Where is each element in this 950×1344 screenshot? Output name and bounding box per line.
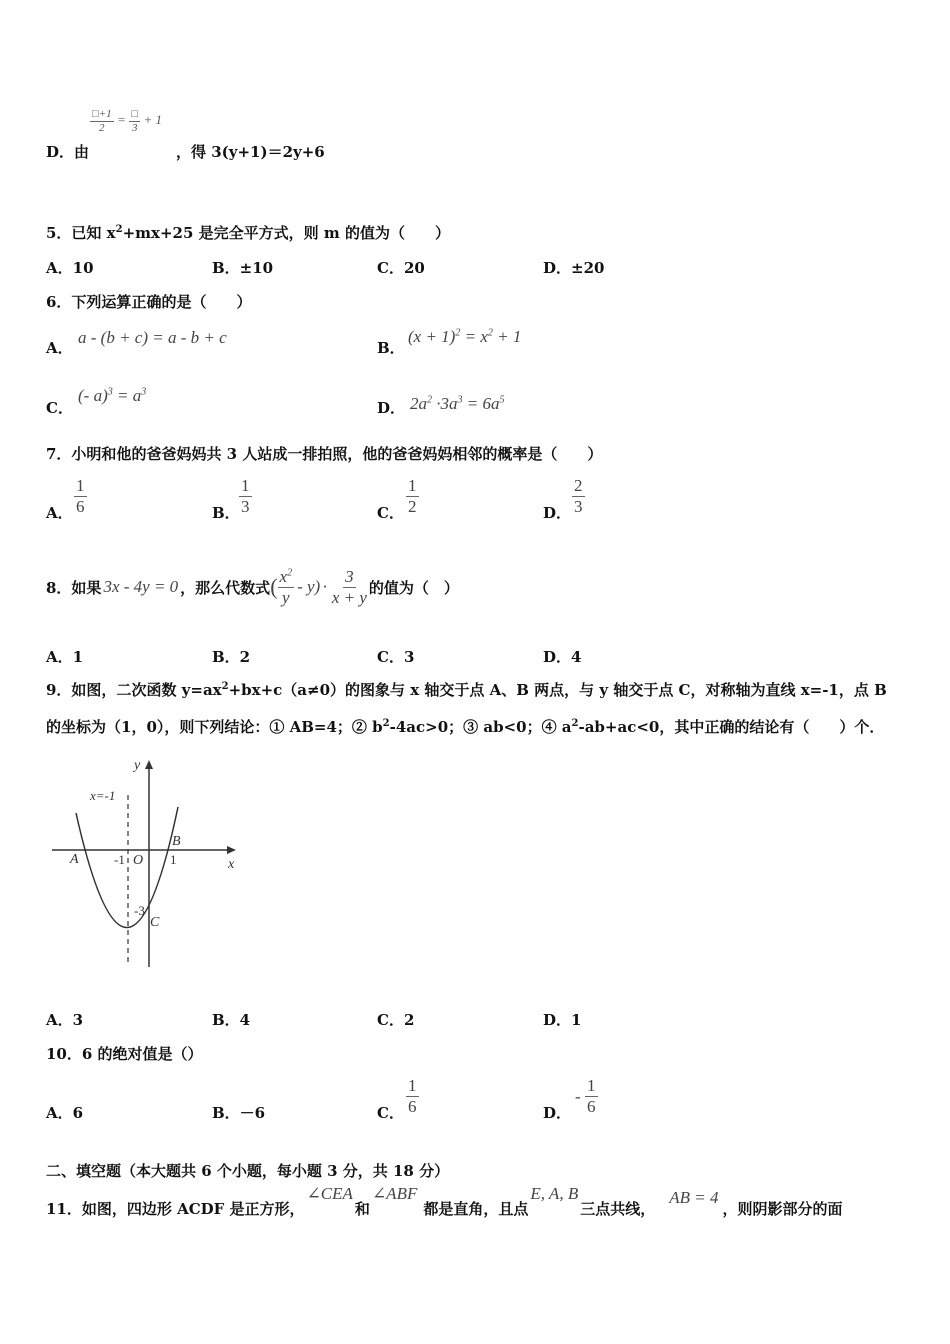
q6-option-c-label: C． — [46, 399, 73, 417]
q10-option-d-minus: - — [575, 1087, 581, 1106]
origin-label: O — [133, 853, 144, 868]
q9-stem-line2: 的坐标为（1，0），则下列结论：① AB=4；② $b^2-4ac>0$；③ ab<0；④ $a^2-ab+ac<0$，其中正确的结论有（ ）个． — [46, 718, 885, 736]
eq-right-denominator: 3 — [131, 121, 138, 134]
x-axis-label: x — [228, 857, 235, 872]
parabola-curve — [76, 807, 178, 928]
q5-option-d: D．±20 — [543, 259, 605, 277]
q6-option-d-expr: $2a^2 \cdot 3a^3 = 6a^5$ — [410, 394, 505, 413]
q9-option-c: C．2 — [377, 1011, 415, 1029]
q11-stem: 11．如图，四边形 ACDF 是正方形， ∠CEA 和 ∠ABF 都是直角，且点 E, A, B 三点共线， AB = 4 ，则阴影部分的面 — [46, 1184, 843, 1218]
q10-option-a: A．6 — [46, 1104, 84, 1122]
tick-1-label: 1 — [170, 852, 177, 867]
q10-option-d-frac: $\frac{1}{6}$ — [587, 1076, 596, 1116]
q11-angle-abf: ∠ABF — [371, 1184, 418, 1203]
q7-option-a-label: A． — [46, 504, 73, 522]
q6-stem: 6．下列运算正确的是（ ） — [46, 293, 252, 311]
q6-option-b-expr: $(x + 1)^2 = x^2 + 1$ — [408, 327, 522, 346]
q7-option-b-frac: $\frac{1}{3}$ — [241, 476, 250, 516]
q7-option-a-frac: $\frac{1}{6}$ — [76, 476, 85, 516]
q5-stem: 5．已知 $x^2+mx+25$ 是完全平方式，则 m 的值为（ ） — [46, 224, 450, 242]
section-2-title: 二、填空题（本大题共 6 个小题，每小题 3 分，共 18 分） — [46, 1162, 450, 1180]
y-axis-arrow — [145, 760, 153, 769]
q5-option-a: A．10 — [46, 259, 94, 277]
q6-option-c-expr: (- $a)^3 = a^3$ — [78, 386, 147, 405]
q9-parabola-graph — [46, 755, 246, 975]
q8-option-a: A．1 — [46, 648, 84, 666]
eq-left-denominator: 2 — [99, 121, 105, 134]
q11-points-eab: E, A, B — [530, 1184, 579, 1203]
q4-option-d-text: ，得 3(y+1)＝2y+6 — [176, 143, 325, 161]
q7-stem: 7．小明和他的爸爸妈妈共 3 人站成一排拍照，他的爸爸妈妈相邻的概率是（ ） — [46, 445, 603, 463]
q8-option-d: D．4 — [543, 648, 582, 666]
eq-plus-one: + 1 — [143, 112, 163, 128]
q8-option-b: B．2 — [212, 648, 251, 666]
q7-option-c-frac: $\frac{1}{2}$ — [408, 476, 417, 516]
q6-option-b-label: B． — [377, 339, 405, 357]
point-c-label: C — [150, 915, 160, 930]
eq-equals: = — [117, 112, 126, 128]
y-axis-label: y — [134, 758, 141, 773]
q7-option-d-frac: $\frac{2}{3}$ — [574, 476, 583, 516]
tick-neg3-label: -3 — [134, 903, 145, 918]
symmetry-axis-label: x=-1 — [90, 788, 116, 803]
q5-option-c: C．20 — [377, 259, 425, 277]
q9-option-a: A．3 — [46, 1011, 84, 1029]
q7-option-b-label: B． — [212, 504, 240, 522]
q6-option-a-label: A． — [46, 339, 73, 357]
eq-right-numerator: □ — [131, 108, 139, 120]
q10-option-b: B．－6 — [212, 1104, 266, 1122]
x-axis-arrow — [227, 846, 236, 854]
q8-option-c: C．3 — [377, 648, 415, 666]
eq-left-numerator: □+1 — [92, 108, 112, 120]
q11-angle-cea: ∠CEA — [306, 1184, 353, 1203]
q8-condition: 3x - 4y = 0 — [103, 577, 179, 596]
q10-option-c-frac: $\frac{1}{6}$ — [408, 1076, 417, 1116]
tick-neg1-label: -1 — [114, 852, 125, 867]
q5-option-b: B．±10 — [212, 259, 274, 277]
q6-option-a-expr: a - (b + c) = a - b + c — [78, 328, 227, 347]
q9-option-d: D．1 — [543, 1011, 582, 1029]
q10-stem: 10．6 的绝对值是（） — [46, 1045, 203, 1063]
q8-stem: 8．如果 3x - 4y = 0 ，那么代数式 ( $\frac{x^2}{y}$ - y) · $\frac{3}{x + y}$ 的值为（ ） — [46, 566, 459, 607]
point-b-label: B — [172, 834, 181, 849]
q9-stem-line1: 9．如图，二次函数 $y=ax^2+bx+c(a\ne 0)$的图象与 x 轴交于点 A、B 两点，与 y 轴交于点 C，对称轴为直线 x=-1，点 B — [46, 681, 887, 699]
q9-option-b: B．4 — [212, 1011, 251, 1029]
q7-option-d-label: D． — [543, 504, 572, 522]
q10-option-d-label: D． — [543, 1104, 572, 1122]
q6-option-d-label: D． — [377, 399, 406, 417]
q4-option-d-equation — [90, 108, 162, 134]
point-a-label: A — [70, 852, 79, 867]
q7-option-c-label: C． — [377, 504, 404, 522]
q10-option-c-label: C． — [377, 1104, 404, 1122]
q11-ab-length: AB = 4 — [669, 1188, 719, 1207]
q4-option-d-label: D．由 — [46, 143, 90, 161]
